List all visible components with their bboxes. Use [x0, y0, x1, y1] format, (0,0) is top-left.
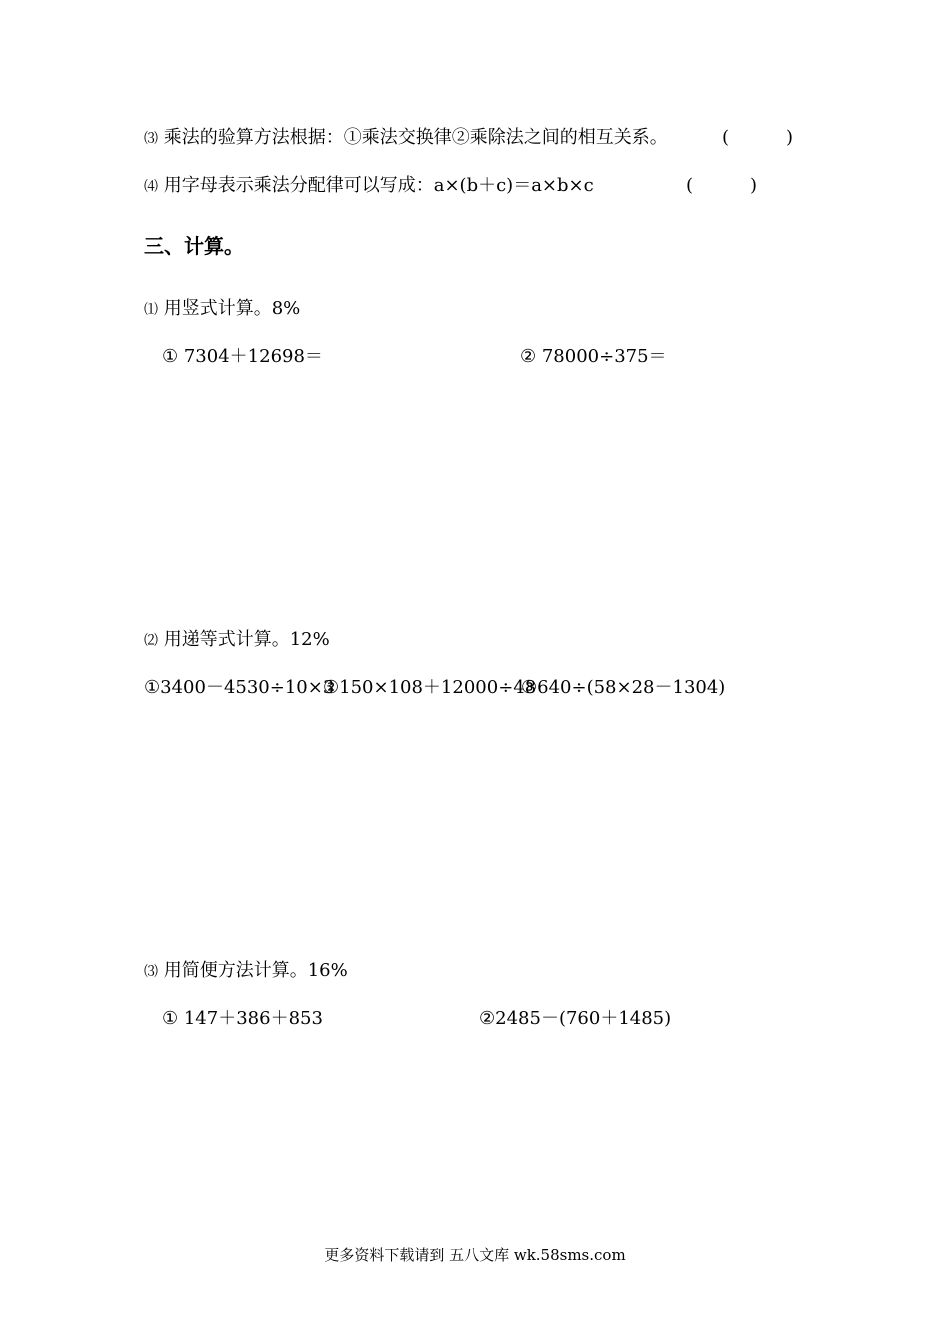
problem-3-2: ②2485－(760＋1485)	[479, 1008, 672, 1029]
footer-text: 更多资料下载请到 五八文库 wk.58sms.com	[324, 1246, 626, 1264]
problem-1-1: ① 7304＋12698＝	[162, 346, 323, 367]
judgment-item-3	[144, 126, 668, 151]
part-number: ⑶	[144, 964, 158, 980]
problem-2-3: ③640÷(58×28－1304)	[521, 677, 726, 698]
answer-paren-open: (	[722, 127, 730, 148]
item-number: ⑷	[144, 179, 158, 195]
part-number: ⑵	[144, 633, 158, 649]
problem-2-1: ①3400－4530÷10×3	[144, 677, 335, 698]
part-1-instruction	[144, 297, 300, 322]
section-title: 三、计算。	[144, 234, 244, 258]
answer-paren-open: (	[686, 175, 694, 196]
problem-2-2: ②150×108＋12000÷48	[323, 677, 537, 698]
part-text: 用递等式计算。12%	[163, 629, 330, 650]
part-text: 用简便方法计算。16%	[163, 960, 348, 981]
item-text: 用字母表示乘法分配律可以写成：a×(b＋c)＝a×b×c	[163, 175, 594, 196]
part-text: 用竖式计算。8%	[163, 298, 301, 319]
item-text: 乘法的验算方法根据：①乘法交换律②乘除法之间的相互关系。	[163, 127, 668, 148]
item-number: ⑶	[144, 131, 158, 147]
part-3-instruction	[144, 959, 348, 984]
part-2-instruction	[144, 628, 330, 653]
answer-paren-close: )	[786, 127, 794, 148]
problem-3-1: ① 147＋386＋853	[162, 1008, 323, 1029]
part-number: ⑴	[144, 302, 158, 318]
answer-paren-close: )	[750, 175, 758, 196]
problem-1-2: ② 78000÷375＝	[520, 346, 667, 367]
judgment-item-4	[144, 174, 594, 199]
